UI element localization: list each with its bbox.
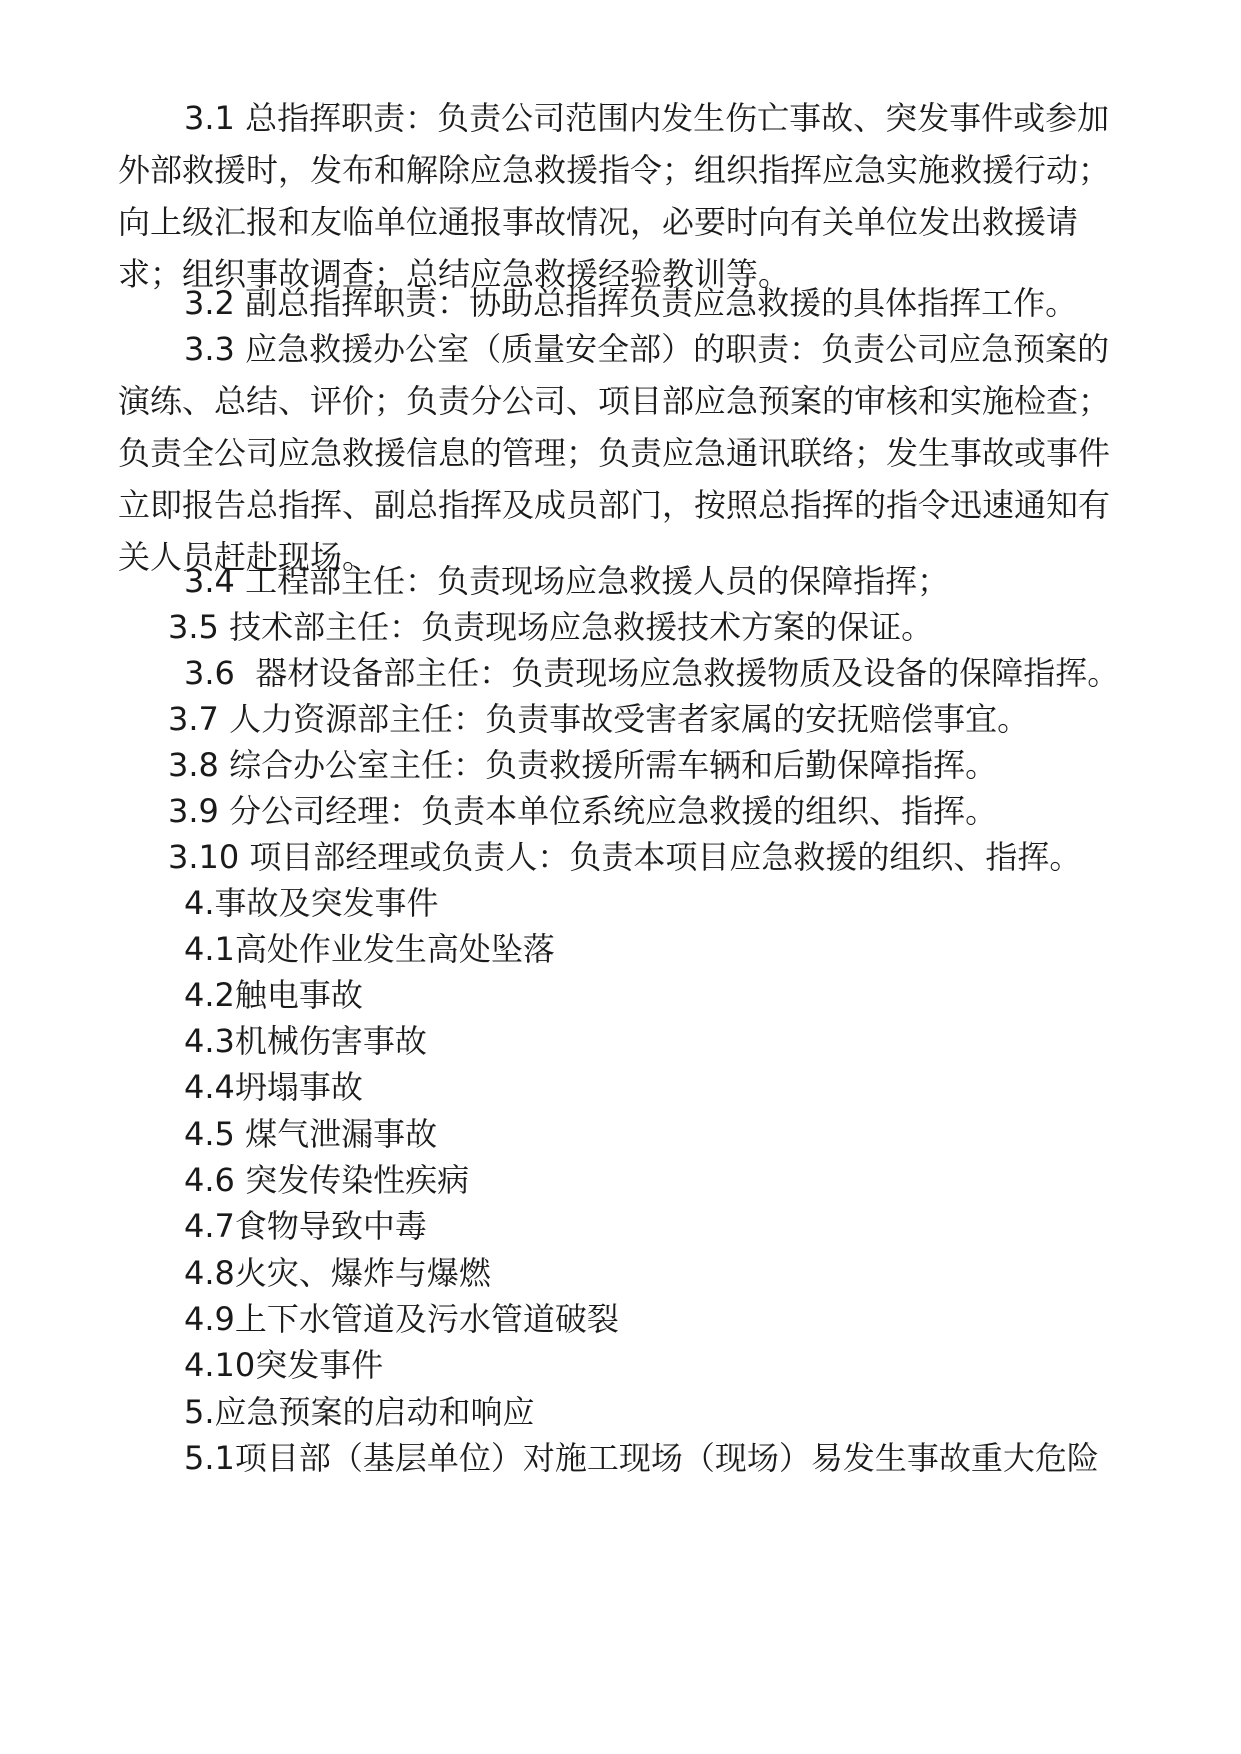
paragraph-3-5: 3.5 技术部主任：负责现场应急救援技术方案的保证。 bbox=[168, 608, 934, 646]
paragraph-3-2: 3.2 副总指挥职责：协助总指挥负责应急救援的具体指挥工作。 bbox=[184, 284, 1078, 322]
paragraph-5-1: 5.1项目部（基层单位）对施工现场（现场）易发生事故重大危险 bbox=[184, 1439, 1099, 1477]
paragraph-3-4: 3.4 工程部主任：负责现场应急救援人员的保障指挥； bbox=[184, 562, 950, 600]
list-item-4-5: 4.5 煤气泄漏事故 bbox=[184, 1115, 438, 1153]
paragraph-3-8: 3.8 综合办公室主任：负责救援所需车辆和后勤保障指挥。 bbox=[168, 746, 998, 784]
paragraph-3-6: 3.6 器材设备部主任：负责现场应急救援物质及设备的保障指挥。 bbox=[184, 654, 1120, 692]
list-item-4-9: 4.9上下水管道及污水管道破裂 bbox=[184, 1300, 619, 1338]
heading-4: 4.事故及突发事件 bbox=[184, 884, 439, 922]
list-item-4-2: 4.2触电事故 bbox=[184, 976, 363, 1014]
heading-5: 5.应急预案的启动和响应 bbox=[184, 1393, 535, 1431]
list-item-4-7: 4.7食物导致中毒 bbox=[184, 1207, 427, 1245]
paragraph-3-10: 3.10 项目部经理或负责人：负责本项目应急救援的组织、指挥。 bbox=[168, 838, 1082, 876]
list-item-4-1: 4.1高处作业发生高处坠落 bbox=[184, 930, 555, 968]
list-item-4-4: 4.4坍塌事故 bbox=[184, 1068, 363, 1106]
list-item-4-8: 4.8火灾、爆炸与爆燃 bbox=[184, 1254, 491, 1292]
paragraph-3-7: 3.7 人力资源部主任：负责事故受害者家属的安抚赔偿事宜。 bbox=[168, 700, 1030, 738]
list-item-4-10: 4.10突发事件 bbox=[184, 1346, 384, 1384]
paragraph-3-3: 3.3 应急救援办公室（质量安全部）的职责：负责公司应急预案的演练、总结、评价；负责分公司、项目部应急预案的审核和实施检查；负责全公司应急救援信息的管理；负责应急通讯联络；发生事故或事件立即报告总指挥、副总指挥及成员部门，按照总指挥的指令迅速通知有关人员赶赴现场。 bbox=[118, 330, 1111, 576]
list-item-4-6: 4.6 突发传染性疾病 bbox=[184, 1161, 470, 1199]
paragraph-3-9: 3.9 分公司经理：负责本单位系统应急救援的组织、指挥。 bbox=[168, 792, 998, 830]
list-item-4-3: 4.3机械伤害事故 bbox=[184, 1022, 427, 1060]
paragraph-3-1: 3.1 总指挥职责：负责公司范围内发生伤亡事故、突发事件或参加外部救援时，发布和解除应急救援指令；组织指挥应急实施救援行动；向上级汇报和友临单位通报事故情况，必要时向有关单位发出救援请求；组织事故调查；总结应急救援经验教训等。 bbox=[118, 99, 1111, 293]
